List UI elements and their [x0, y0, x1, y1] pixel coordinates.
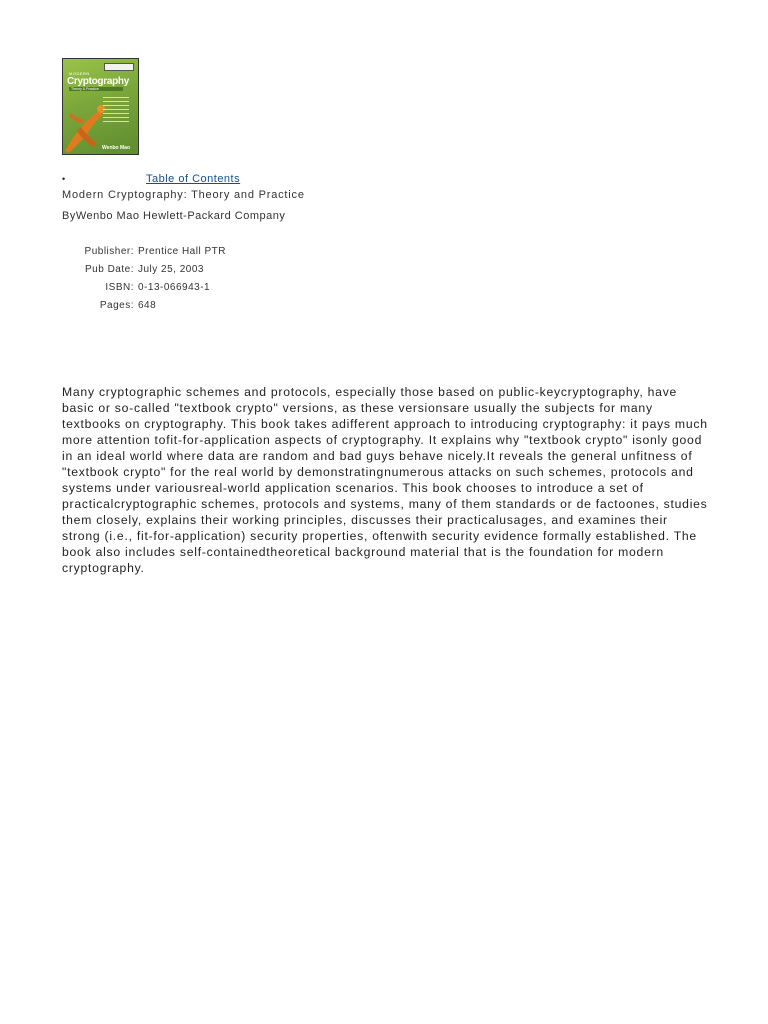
cover-kicker: MODERN	[69, 71, 90, 76]
bullet-icon: •	[62, 174, 66, 184]
book-title: Modern Cryptography: Theory and Practice	[62, 189, 305, 201]
book-description: Many cryptographic schemes and protocols, especially those based on public-keycryptography, have basic or so-called "textbook crypto" versions, as these versionsare usually the subjects for many textbooks on cryptography. This book takes adifferent approach to introducing cryptography: it pays much more attention tofit-for-application aspects of cryptography. It explains why "textbook crypto" isonly good in an ideal world where data are random and bad guys behave nicely.It reveals the general unfitness of "textbook crypto" for the real world by demonstratingnumerous attacks on such schemes, protocols and systems under variousreal-world application scenarios. This book chooses to introduce a set of practicalcryptographic schemes, protocols and systems, many of them standards or de factoones, studies them closely, explains their working principles, discusses their practicalusages, and examines their strong (i.e., fit-for-application) security properties, oftenwith security evidence formally established. The book also includes self-containedtheoretical background material that is the foundation for modern cryptography.	[62, 385, 708, 575]
book-author: ByWenbo Mao Hewlett-Packard Company	[62, 210, 286, 222]
meta-label: ISBN:	[105, 282, 134, 293]
meta-label: Publisher:	[84, 246, 134, 257]
meta-value: July 25, 2003	[138, 264, 204, 275]
meta-value: 0-13-066943-1	[138, 282, 211, 293]
meta-value: 648	[138, 300, 157, 311]
meta-label: Pages:	[99, 300, 134, 311]
meta-value: Prentice Hall PTR	[138, 246, 226, 257]
publisher-logo-icon	[104, 63, 134, 71]
table-of-contents-link[interactable]: Table of Contents	[146, 173, 241, 185]
cover-subtitle: Theory & Practice	[69, 87, 123, 91]
cover-author: Wenbo Mao	[102, 145, 130, 151]
cover-title: Cryptography	[67, 76, 129, 87]
cover-text-lines	[103, 97, 129, 125]
meta-label: Pub Date:	[85, 264, 134, 275]
book-cover-image	[62, 58, 139, 155]
